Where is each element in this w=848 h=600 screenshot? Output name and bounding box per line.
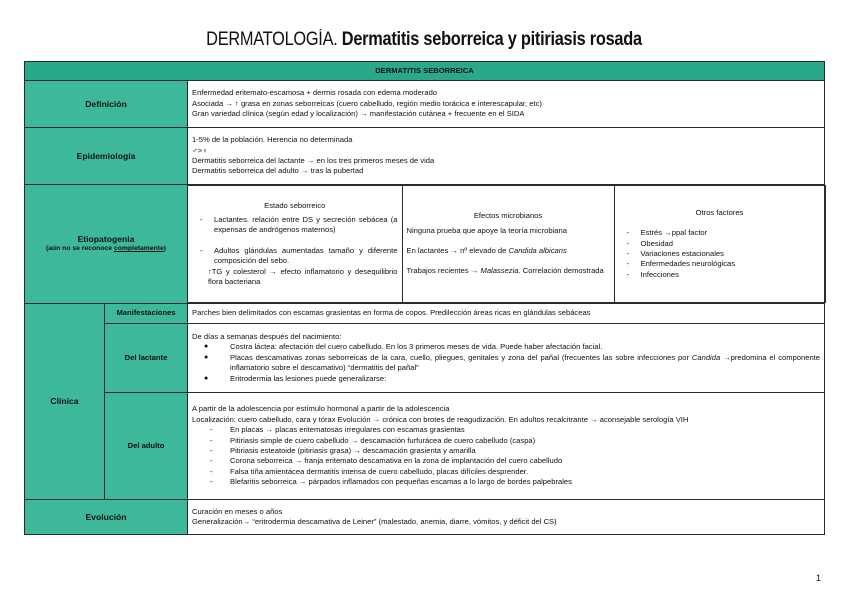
etiopatogenia-columns — [188, 185, 826, 303]
text-line: ↑TG y colesterol → efecto inflamatorio y desequilibrio flora bacteriana — [208, 266, 398, 287]
text-line: A partir de la adolescencia por estímulo hormonal a partir de la adolescencia — [192, 404, 450, 414]
label-evolucion: Evolución — [25, 500, 188, 535]
content-epidemiologia — [188, 128, 825, 185]
list-item: - Enfermedades neurológicas — [619, 259, 821, 269]
page-number: 1 — [815, 573, 821, 583]
label-clinica: Clínica — [25, 304, 105, 500]
text-line: Localización: cuero cabelludo, cara y tórax Evolución → crónica con brotes de reagudización. En adultos recalcitrante → aconsejable serología VIH — [192, 414, 689, 424]
content-evolucion — [188, 500, 825, 535]
text-line: Enfermedad eritemato-escamosa + dermis rosada con edema moderado — [192, 88, 438, 98]
text-line: 1-5% de la población. Herencia no determinada — [192, 135, 353, 145]
title-main: Dermatitis seborreica y pitiriasis rosada — [341, 29, 642, 50]
table-header-row — [25, 62, 825, 81]
col-otros-factores — [614, 186, 825, 303]
row-evolucion — [25, 500, 825, 535]
text-span: Trabajos recientes → — [406, 266, 481, 276]
text-line: ♂>♀ — [192, 145, 208, 155]
label-epidemiologia: Epidemiología — [25, 128, 188, 185]
row-lactante — [25, 324, 825, 393]
italic-text: Candida — [691, 352, 721, 362]
list-item: - Estrés →ppal factor — [619, 228, 821, 238]
text-line: Asociada → ↑ grasa en zonas seborreicas (cuero cabelludo, región medio torácica e interescapular, etc) — [192, 98, 542, 108]
list-item: - En placas → placas eritematosas irregulares con escamas grasientas — [192, 425, 820, 435]
text-line: Dermatitis seborreica del lactante → en los tres primeros meses de vida — [192, 156, 435, 165]
page-title — [59, 29, 788, 51]
label-etiopatogenia — [25, 185, 188, 304]
text-line: Dermatitis seborreica del adulto → tras la pubertad — [192, 166, 364, 176]
text-span: →predomina el componente inflamatorio sobre el descamativo) “dermatitis del pañal” — [230, 352, 820, 373]
list-item: - Pitiriasis simple de cuero cabelludo → descamación furfurácea de cuero cabelludo (caspa) — [192, 436, 820, 446]
label-adulto: Del adulto — [105, 393, 188, 500]
text-line: De días a semanas después del nacimiento: — [192, 331, 342, 341]
text-line: Generalización→ “eritrodermia descamativa de Leiner” (malestado, anemia, diarre, vómitos, y déficit del CS) — [192, 517, 557, 526]
text-line — [407, 266, 610, 276]
row-manifestaciones — [25, 304, 825, 324]
table-header: DERMATITIS SEBORREICA — [25, 62, 825, 81]
content-manifestaciones: Parches bien delimitados con escamas grasientas en forma de copos. Predilección áreas ricas en glándulas sebáceas — [188, 304, 825, 324]
row-adulto — [25, 393, 825, 500]
content-adulto — [188, 393, 825, 500]
row-definicion — [25, 81, 825, 128]
text-line: Ninguna prueba que apoye la teoría microbiana — [406, 225, 567, 235]
text-line — [407, 246, 610, 256]
content-lactante — [188, 324, 825, 393]
col-title: Otros factores — [695, 207, 744, 217]
italic-text: Candida albicans — [508, 246, 567, 255]
label-manifestaciones: Manifestaciones — [105, 304, 188, 324]
text-span: Placas descamativas zonas seborreicas de la cara, cuello, pliegues, genitales y zona del pañal (frecuentes las sobre infecciones por — [230, 352, 692, 362]
etiopatogenia-note — [29, 244, 183, 254]
list-item: - Lactantes. relación entre DS y secreción sebácea (a expensas de andrógenos maternos) — [192, 215, 398, 236]
list-item: - Blefaritis seborreica → párpados inflamados con pequeñas escamas a lo largo de bordes palpebrales — [192, 477, 820, 487]
list-item: - Falsa tiña amientácea dermatitis intensa de cuero cabelludo, placas difíciles desprender. — [192, 467, 820, 477]
list-item — [192, 353, 820, 374]
content-etiopatogenia — [188, 185, 825, 304]
col-title: Efectos microbianos — [473, 211, 543, 221]
text-span: En lactantes → nº elevado de — [406, 246, 509, 255]
list-item: - Variaciones estacionales — [619, 249, 821, 259]
col-efectos-microbianos — [402, 186, 614, 303]
text-line: Curación en meses o años — [192, 506, 283, 516]
row-epidemiologia — [25, 128, 825, 185]
italic-text: Malassezia — [480, 266, 519, 276]
label-definicion: Definición — [25, 81, 188, 128]
title-prefix: DERMATOLOGÍA. — [206, 29, 338, 50]
list-item: - Obesidad — [619, 239, 821, 249]
list-item: - Adultos glándulas aumentadas tamaño y diferente composición del sebo. — [192, 246, 398, 267]
note-underlined: completamente — [113, 245, 164, 252]
list-item: - Corona seborreica → franja eritemato descamativa en la zona de implantación del cuero cabelludo — [192, 456, 820, 466]
col-estado-seborreico — [188, 186, 402, 303]
list-item: ● Costra láctea: afectación del cuero cabelludo. En los 3 primeros meses de vida. Puede haber afectación facial. — [192, 342, 820, 352]
content-definicion — [188, 81, 825, 128]
list-item: ● Eritrodermia las lesiones puede generalizarse: — [192, 374, 820, 384]
text-line: Gran variedad clínica (según edad y localización) → manifestación cutánea + frecuente en el SIDA — [192, 109, 525, 119]
list-item: - Pitiriasis esteatoide (pitiriasis grasa) → descamación grasienta y amarilla — [192, 446, 820, 456]
etiopatogenia-title: Etiopatogenia — [77, 233, 135, 244]
list-item: - Infecciones — [619, 270, 821, 280]
col-title: Estado seborreico — [264, 200, 326, 210]
label-lactante: Del lactante — [105, 324, 188, 393]
note-prefix: (aún no se reconoce — [45, 245, 114, 252]
dermatitis-table — [24, 61, 825, 535]
note-suffix: ) — [163, 245, 167, 252]
text-span: . Correlación demostrada — [518, 266, 604, 276]
row-etiopatogenia — [25, 185, 825, 304]
